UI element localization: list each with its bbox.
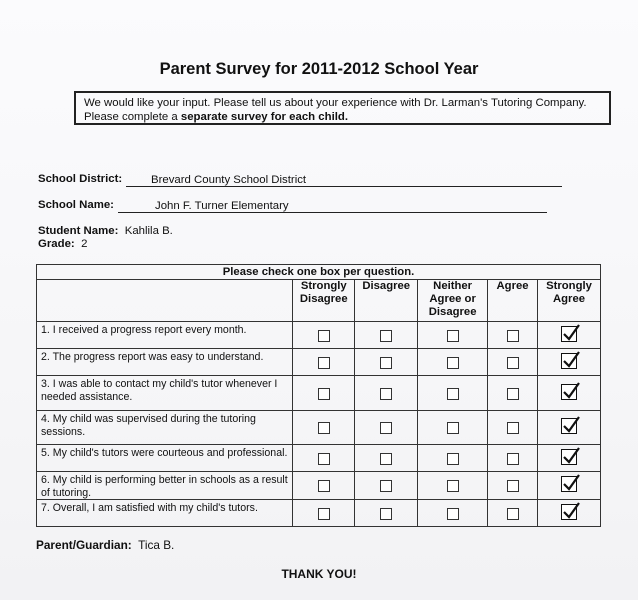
checkmark-icon — [561, 473, 581, 493]
grade-value: 2 — [81, 238, 88, 250]
question-column-header — [37, 280, 293, 322]
answer-cell — [293, 322, 355, 349]
survey-table — [36, 264, 601, 527]
closing-text: THANK YOU! — [281, 567, 357, 581]
answer-cell — [488, 322, 538, 349]
answer-cell — [293, 376, 355, 411]
answer-checkbox[interactable] — [507, 508, 519, 520]
answer-cell — [488, 376, 538, 411]
answer-checkbox[interactable] — [447, 480, 459, 492]
answer-checkbox[interactable] — [380, 422, 392, 434]
answer-checkbox[interactable] — [447, 357, 459, 369]
answer-cell — [488, 445, 538, 472]
instructions-line-2-prefix: Please complete a — [84, 111, 181, 123]
answer-cell — [293, 349, 355, 376]
instructions-box — [74, 91, 611, 125]
answer-checkbox[interactable] — [507, 330, 519, 342]
answer-cell — [355, 445, 418, 472]
answer-cell — [418, 445, 488, 472]
checked-checkbox[interactable] — [561, 476, 577, 492]
checkmark-icon — [561, 415, 581, 435]
column-header-strongly-disagree: Strongly Disagree — [293, 280, 355, 322]
answer-cell — [293, 445, 355, 472]
school-district-value-wrap — [151, 174, 306, 186]
answer-checkbox[interactable] — [380, 357, 392, 369]
column-header-neither: Neither Agree or Disagree — [418, 280, 488, 322]
column-header-strongly-agree: Strongly Agree — [538, 280, 601, 322]
parent-value: Tica B. — [138, 538, 175, 552]
answer-checkbox[interactable] — [447, 422, 459, 434]
answer-checkbox[interactable] — [447, 508, 459, 520]
answer-cell — [488, 500, 538, 527]
answer-checkbox[interactable] — [380, 508, 392, 520]
checked-checkbox[interactable] — [561, 353, 577, 369]
answer-cell — [355, 411, 418, 445]
checkmark-icon — [561, 381, 581, 401]
question-text: 6. My child is performing better in schools as a result of tutoring. — [37, 472, 293, 500]
parent-label: Parent/Guardian: — [36, 538, 132, 552]
question-text: 1. I received a progress report every month. — [37, 322, 293, 349]
table-row — [37, 322, 601, 349]
answer-checkbox[interactable] — [318, 388, 330, 400]
answer-cell — [538, 349, 601, 376]
instructions-line-2 — [84, 110, 601, 124]
answer-cell — [293, 500, 355, 527]
student-name-value: Kahlila B. — [124, 225, 173, 237]
answer-cell — [488, 472, 538, 500]
question-text: 7. Overall, I am satisfied with my child's tutors. — [37, 500, 293, 527]
answer-cell — [538, 472, 601, 500]
answer-checkbox[interactable] — [507, 357, 519, 369]
column-header-disagree: Disagree — [355, 280, 418, 322]
checkmark-icon — [561, 501, 581, 521]
school-name-value-wrap — [155, 200, 289, 212]
answer-checkbox[interactable] — [318, 480, 330, 492]
answer-cell — [355, 472, 418, 500]
answer-cell — [355, 322, 418, 349]
answer-checkbox[interactable] — [380, 330, 392, 342]
answer-cell — [293, 411, 355, 445]
page-title: Parent Survey for 2011-2012 School Year — [159, 60, 479, 78]
student-name-label: Student Name: — [38, 225, 119, 237]
school-name-label: School Name: — [38, 199, 114, 211]
answer-checkbox[interactable] — [318, 422, 330, 434]
answer-checkbox[interactable] — [447, 330, 459, 342]
questions-body — [37, 322, 601, 527]
answer-checkbox[interactable] — [507, 388, 519, 400]
table-row — [37, 376, 601, 411]
answer-checkbox[interactable] — [380, 480, 392, 492]
table-row — [37, 472, 601, 500]
answer-checkbox[interactable] — [507, 422, 519, 434]
answer-checkbox[interactable] — [318, 357, 330, 369]
answer-checkbox[interactable] — [380, 388, 392, 400]
answer-cell — [538, 322, 601, 349]
answer-checkbox[interactable] — [447, 453, 459, 465]
table-row — [37, 349, 601, 376]
checked-checkbox[interactable] — [561, 326, 577, 342]
answer-checkbox[interactable] — [507, 453, 519, 465]
answer-cell — [355, 349, 418, 376]
checked-checkbox[interactable] — [561, 504, 577, 520]
question-text: 4. My child was supervised during the tutoring sessions. — [37, 411, 293, 445]
checked-checkbox[interactable] — [561, 418, 577, 434]
question-text: 5. My child's tutors were courteous and professional. — [37, 445, 293, 472]
answer-cell — [538, 376, 601, 411]
school-name-value: John F. Turner Elementary — [155, 200, 289, 212]
answer-cell — [355, 376, 418, 411]
answer-cell — [538, 445, 601, 472]
student-info — [38, 225, 173, 251]
table-row — [37, 411, 601, 445]
school-name-field — [38, 199, 114, 211]
answer-cell — [355, 500, 418, 527]
answer-cell — [538, 500, 601, 527]
instructions-line-2-emphasis: separate survey for each child. — [180, 111, 349, 123]
answer-cell — [488, 411, 538, 445]
instructions-line-1: We would like your input. Please tell us about your experience with Dr. Larman's Tutoring Company. — [84, 97, 587, 109]
answer-checkbox[interactable] — [318, 453, 330, 465]
answer-cell — [418, 322, 488, 349]
column-header-agree: Agree — [488, 280, 538, 322]
answer-cell — [418, 376, 488, 411]
answer-cell — [488, 349, 538, 376]
answer-checkbox[interactable] — [380, 453, 392, 465]
answer-cell — [418, 500, 488, 527]
answer-cell — [418, 472, 488, 500]
question-text: 3. I was able to contact my child's tutor whenever I needed assistance. — [37, 376, 293, 411]
answer-cell — [418, 411, 488, 445]
checkmark-icon — [561, 446, 581, 466]
school-district-field — [38, 173, 122, 185]
school-district-value: Brevard County School District — [151, 174, 307, 186]
checked-checkbox[interactable] — [561, 449, 577, 465]
answer-checkbox[interactable] — [507, 480, 519, 492]
table-row — [37, 500, 601, 527]
parent-guardian — [36, 538, 174, 552]
table-instruction: Please check one box per question. — [37, 265, 601, 280]
table-row — [37, 445, 601, 472]
answer-checkbox[interactable] — [318, 508, 330, 520]
checkmark-icon — [561, 350, 581, 370]
checkmark-icon — [561, 323, 581, 343]
answer-checkbox[interactable] — [447, 388, 459, 400]
answer-cell — [418, 349, 488, 376]
school-district-label: School District: — [38, 173, 123, 185]
answer-checkbox[interactable] — [318, 330, 330, 342]
grade-label: Grade: — [38, 238, 75, 250]
answer-cell — [538, 411, 601, 445]
answer-cell — [293, 472, 355, 500]
checked-checkbox[interactable] — [561, 384, 577, 400]
question-text: 2. The progress report was easy to understand. — [37, 349, 293, 376]
